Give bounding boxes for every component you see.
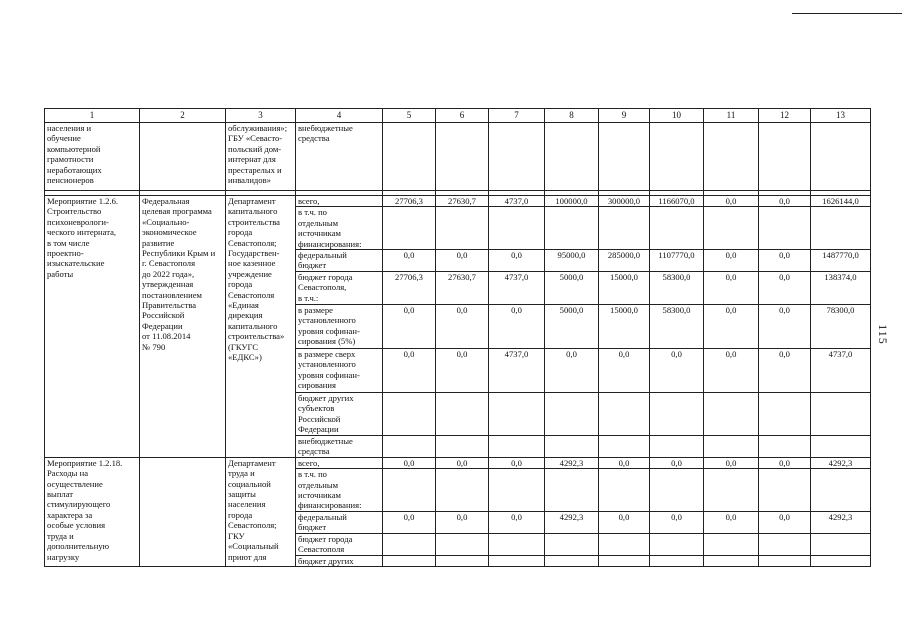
value-cell: 4737,0: [489, 271, 545, 304]
corner-rule: [792, 13, 902, 14]
value-cell: 0,0: [489, 250, 545, 272]
value-cell: 0,0: [704, 457, 759, 468]
measure-1-2-6-title: Мероприятие 1.2.6. Строительство психоневрологи- ческого интерната, в том числе проектно- изыскательские работы: [45, 196, 140, 458]
value-cell: 95000,0: [545, 250, 599, 272]
measure-1-2-18-row: [45, 457, 871, 468]
value-cell: 27630,7: [436, 196, 489, 207]
header-cell: 5: [383, 109, 436, 123]
source-label: в т.ч. по отдельным источникам финансирования:: [296, 469, 383, 512]
value-cell: 0,0: [759, 196, 811, 207]
value-cell: 0,0: [383, 511, 436, 533]
value-cell: 4292,3: [545, 511, 599, 533]
value-cell: 0,0: [759, 271, 811, 304]
value-cell: 4292,3: [811, 457, 871, 468]
header-cell: 6: [436, 109, 489, 123]
measure-1-2-6-row: [45, 196, 871, 207]
measure-1-2-18-title: Мероприятие 1.2.18. Расходы на осуществление выплат стимулирующего характера за особые условия труда и дополнительную нагрузку: [45, 457, 140, 566]
source-label: внебюджетные средства: [296, 435, 383, 457]
value-cell: 300000,0: [599, 196, 650, 207]
value-cell: 0,0: [545, 348, 599, 392]
value-cell: 0,0: [759, 250, 811, 272]
source-label: бюджет других: [296, 555, 383, 566]
value-cell: 0,0: [383, 250, 436, 272]
continuation-source-label: внебюджетные средства: [296, 123, 383, 191]
measure-1-2-18-executor: Департамент труда и социальной защиты населения города Севастополя; ГКУ «Социальный приют для: [226, 457, 296, 566]
value-cell: 0,0: [383, 348, 436, 392]
measure-1-2-18-program: [140, 457, 226, 566]
continuation-executor-text: обслуживания»; ГБУ «Севасто- польский дом- интернат для престарелых и инвалидов»: [226, 123, 296, 191]
header-cell: 9: [599, 109, 650, 123]
value-cell: 285000,0: [599, 250, 650, 272]
value-cell: 138374,0: [811, 271, 871, 304]
value-cell: 0,0: [759, 511, 811, 533]
value-cell: 0,0: [650, 348, 704, 392]
source-label: федеральный бюджет: [296, 250, 383, 272]
value-cell: 58300,0: [650, 304, 704, 348]
header-cell: 2: [140, 109, 226, 123]
value-cell: 4737,0: [811, 348, 871, 392]
value-cell: 4737,0: [489, 348, 545, 392]
value-cell: 1487770,0: [811, 250, 871, 272]
continuation-row: [45, 123, 871, 191]
value-cell: 27706,3: [383, 271, 436, 304]
value-cell: 0,0: [599, 511, 650, 533]
value-cell: 0,0: [383, 457, 436, 468]
value-cell: 1626144,0: [811, 196, 871, 207]
value-cell: 0,0: [759, 348, 811, 392]
value-cell: 1107770,0: [650, 250, 704, 272]
value-cell: 0,0: [436, 304, 489, 348]
value-cell: 0,0: [650, 511, 704, 533]
header-cell: 10: [650, 109, 704, 123]
value-cell: 78300,0: [811, 304, 871, 348]
value-cell: 0,0: [704, 348, 759, 392]
value-cell: 0,0: [436, 457, 489, 468]
value-cell: 4737,0: [489, 196, 545, 207]
page-number: 115: [875, 324, 890, 345]
continuation-measure-text: населения и обучение компьютерной грамотности неработающих пенсионеров: [45, 123, 140, 191]
header-cell: 8: [545, 109, 599, 123]
value-cell: 27706,3: [383, 196, 436, 207]
value-cell: 100000,0: [545, 196, 599, 207]
header-cell: 3: [226, 109, 296, 123]
value-cell: 1166070,0: [650, 196, 704, 207]
value-cell: 0,0: [759, 304, 811, 348]
header-row: [45, 109, 871, 123]
value-cell: 0,0: [383, 304, 436, 348]
value-cell: 58300,0: [650, 271, 704, 304]
continuation-program-cell: [140, 123, 226, 191]
value-cell: 27630,7: [436, 271, 489, 304]
source-label: в размере сверх установленного уровня софинан- сирования: [296, 348, 383, 392]
source-label: всего,: [296, 457, 383, 468]
source-label: в т.ч. по отдельным источникам финансирования:: [296, 207, 383, 250]
header-cell: 1: [45, 109, 140, 123]
source-label: федеральный бюджет: [296, 511, 383, 533]
value-cell: 4292,3: [545, 457, 599, 468]
source-label: всего,: [296, 196, 383, 207]
value-cell: 5000,0: [545, 304, 599, 348]
value-cell: 0,0: [489, 457, 545, 468]
financing-table: [44, 108, 871, 567]
value-cell: 5000,0: [545, 271, 599, 304]
value-cell: 0,0: [704, 250, 759, 272]
value-cell: 0,0: [704, 196, 759, 207]
value-cell: 0,0: [436, 348, 489, 392]
value-cell: 15000,0: [599, 304, 650, 348]
value-cell: 0,0: [704, 271, 759, 304]
value-cell: 0,0: [489, 511, 545, 533]
header-cell: 4: [296, 109, 383, 123]
measure-1-2-6-program: Федеральная целевая программа «Социально- экономическое развитие Республики Крым и г. Севастополя до 2022 года», утвержденная постановлением Правительства Российской Федерации от 11.08.2014 № 790: [140, 196, 226, 458]
source-label: бюджет города Севастополя: [296, 533, 383, 555]
measure-1-2-6-executor: Департамент капитального строительства города Севастополя; Государствен- ное казенное учреждение города Севастополя «Единая дирекция капитального строительства» (ГКУГС «ЕДКС»): [226, 196, 296, 458]
value-cell: 0,0: [599, 348, 650, 392]
value-cell: 0,0: [599, 457, 650, 468]
source-label: бюджет города Севастополя, в т.ч.:: [296, 271, 383, 304]
value-cell: 0,0: [436, 511, 489, 533]
header-cell: 11: [704, 109, 759, 123]
source-label: в размере установленного уровня софинан- сирования (5%): [296, 304, 383, 348]
value-cell: 0,0: [650, 457, 704, 468]
value-cell: 4292,3: [811, 511, 871, 533]
value-cell: 0,0: [704, 304, 759, 348]
header-cell: 7: [489, 109, 545, 123]
value-cell: 15000,0: [599, 271, 650, 304]
value-cell: 0,0: [704, 511, 759, 533]
header-cell: 13: [811, 109, 871, 123]
value-cell: 0,0: [489, 304, 545, 348]
source-label: бюджет других субъектов Российской Федерации: [296, 392, 383, 435]
value-cell: 0,0: [436, 250, 489, 272]
value-cell: 0,0: [759, 457, 811, 468]
header-cell: 12: [759, 109, 811, 123]
